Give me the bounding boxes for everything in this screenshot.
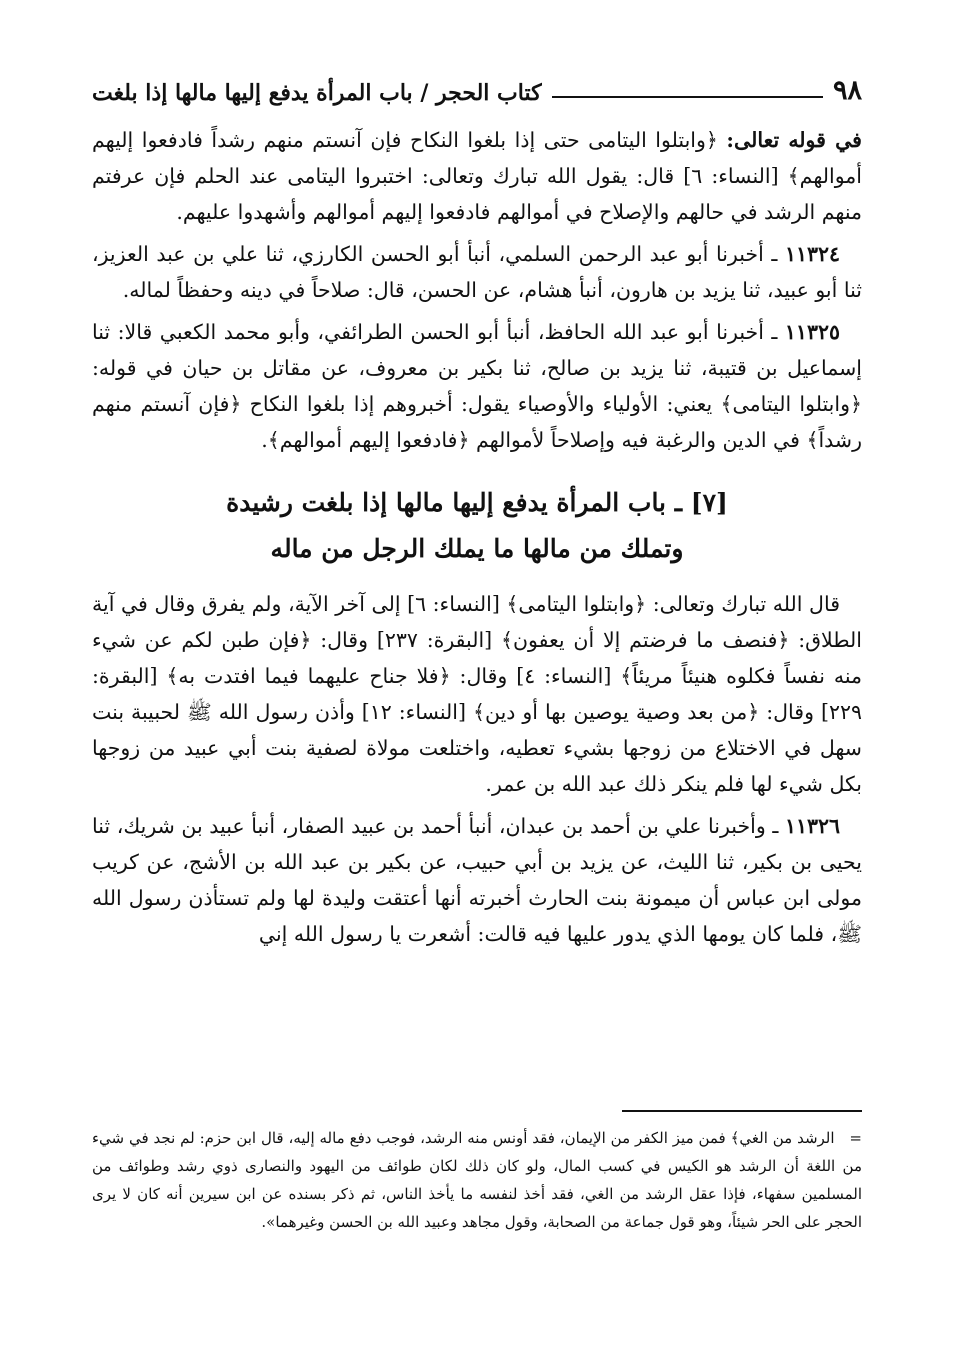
hadith-paragraph (92, 314, 862, 458)
hadith-number: ١١٣٢٦ (784, 814, 840, 838)
footnote-text: الرشد من الغي﴾ فمن ميز الكفر من الإيمان، فقد أونس منه الرشد، فوجب دفع ماله إليه، قال ابن حزم: لم نجد في شيء من اللغة أن الرشد هو الكيس في كسب المال، ولو كان ذلك لكان طوائف من اليهود والنصارى ذوي رشد وطوائف من المسلمين سفهاء، فإذا عقل الرشد من الغي، فقد أخذ لنفسه ما يأخذ الناس، ثم ذكر بسنده عن ابن سيرين أنه كان لا يرى الحجر على الحر شيئاً، وهو قول جماعة من الصحابة، وقول مجاهد وعبيد الله بن الحسن وغيرهما». (92, 1129, 862, 1231)
hadith-text: ـ أخبرنا أبو عبد الله الحافظ، أنبأ أبو الحسن الطرائفي، وأبو محمد الكعبي قالا: ثنا إسماعيل بن قتيبة، ثنا يزيد بن صالح، ثنا بكير بن معروف، عن مقاتل بن حيان في قوله: ﴿وابتلوا اليتامى﴾ يعني: الأولياء والأوصياء يقول: أخبروهم إذا بلغوا النكاح ﴿فإن آنستم منهم رشداً﴾ في الدين والرغبة فيه وإصلاحاً لأموالهم ﴿فادفعوا إليهم أموالهم﴾. (92, 320, 862, 452)
page-number: ٩٨ (832, 75, 862, 106)
footnotes (92, 1124, 862, 1236)
hadith-text: ـ أخبرنا أبو عبد الرحمن السلمي، أنبأ أبو الحسن الكارزي، ثنا علي بن عبد العزيز، ثنا أبو عبيد، ثنا يزيد بن هارون، أنبأ هشام، عن الحسن، قال: صلاحاً في دينه وحفظاً لماله. (92, 242, 862, 302)
footnote-separator (622, 1110, 862, 1112)
page-header (92, 64, 862, 104)
chapter-title-line: وتملك من مالها ما يملك الرجل من ماله (270, 534, 684, 563)
footnote-continuation-marker: = (849, 1129, 862, 1147)
footnote (92, 1124, 862, 1236)
running-title: كتاب الحجر / باب المرأة يدفع إليها مالها إذا بلغت (92, 80, 542, 106)
header-rule (552, 96, 823, 98)
hadith-number: ١١٣٢٤ (784, 242, 840, 266)
chapter-heading (92, 480, 862, 572)
paragraph (92, 122, 862, 230)
hadith-paragraph (92, 236, 862, 308)
hadith-text: ـ وأخبرنا علي بن أحمد بن عبدان، أنبأ أحمد بن عبيد الصفار، أنبأ عبيد بن شريك، ثنا يحيى بن بكير، ثنا الليث، عن يزيد بن أبي حبيب، عن بكير بن عبد الله بن الأشج، عن كريب مولى ابن عباس أن ميمونة بنت الحارث أخبرته أنها أعتقت وليدة لها ولم تستأذن رسول الله ﷺ، فلما كان يومها الذي يدور عليها فيه قالت: أشعرت يا رسول الله إني (92, 814, 862, 946)
main-text (92, 122, 862, 958)
paragraph-lead: في قوله تعالى: (726, 128, 862, 152)
hadith-number: ١١٣٢٥ (784, 320, 840, 344)
paragraph-text: ﴿وابتلوا اليتامى حتى إذا بلغوا النكاح فإن آنستم منهم رشداً فادفعوا إليهم أموالهم﴾ [النساء: ٦] قال: يقول الله تبارك وتعالى: اختبروا اليتامى عند الحلم فإن عرفتم منهم الرشد في حالهم والإصلاح في أموالهم فادفعوا إليهم أموالهم وأشهدوا عليهم. (92, 128, 862, 224)
hadith-paragraph (92, 808, 862, 952)
paragraph-text: قال الله تبارك وتعالى: ﴿وابتلوا اليتامى﴾ [النساء: ٦] إلى آخر الآية، ولم يفرق وقال في آية الطلاق: ﴿فنصف ما فرضتم إلا أن يعفون﴾ [البقرة: ٢٣٧] وقال: ﴿فإن طبن لكم عن شيء منه نفساً فكلوه هنيئاً مريئاً﴾ [النساء: ٤] وقال: ﴿فلا جناح عليهما فيما افتدت به﴾ [البقرة: ٢٢٩] وقال: ﴿من بعد وصية يوصين بها أو دين﴾ [النساء: ١٢] وأذن رسول الله ﷺ لحبيبة بنت سهل في الاختلاع من زوجها بشيء تعطيه، واختلعت مولاة لصفية بنت أبي عبيد من زوجها بكل شيء لها فلم ينكر ذلك عبد الله بن عمر. (92, 592, 863, 796)
paragraph (92, 586, 862, 802)
chapter-title-line: [٧] ـ باب المرأة يدفع إليها مالها إذا بلغت رشيدة (226, 488, 728, 517)
